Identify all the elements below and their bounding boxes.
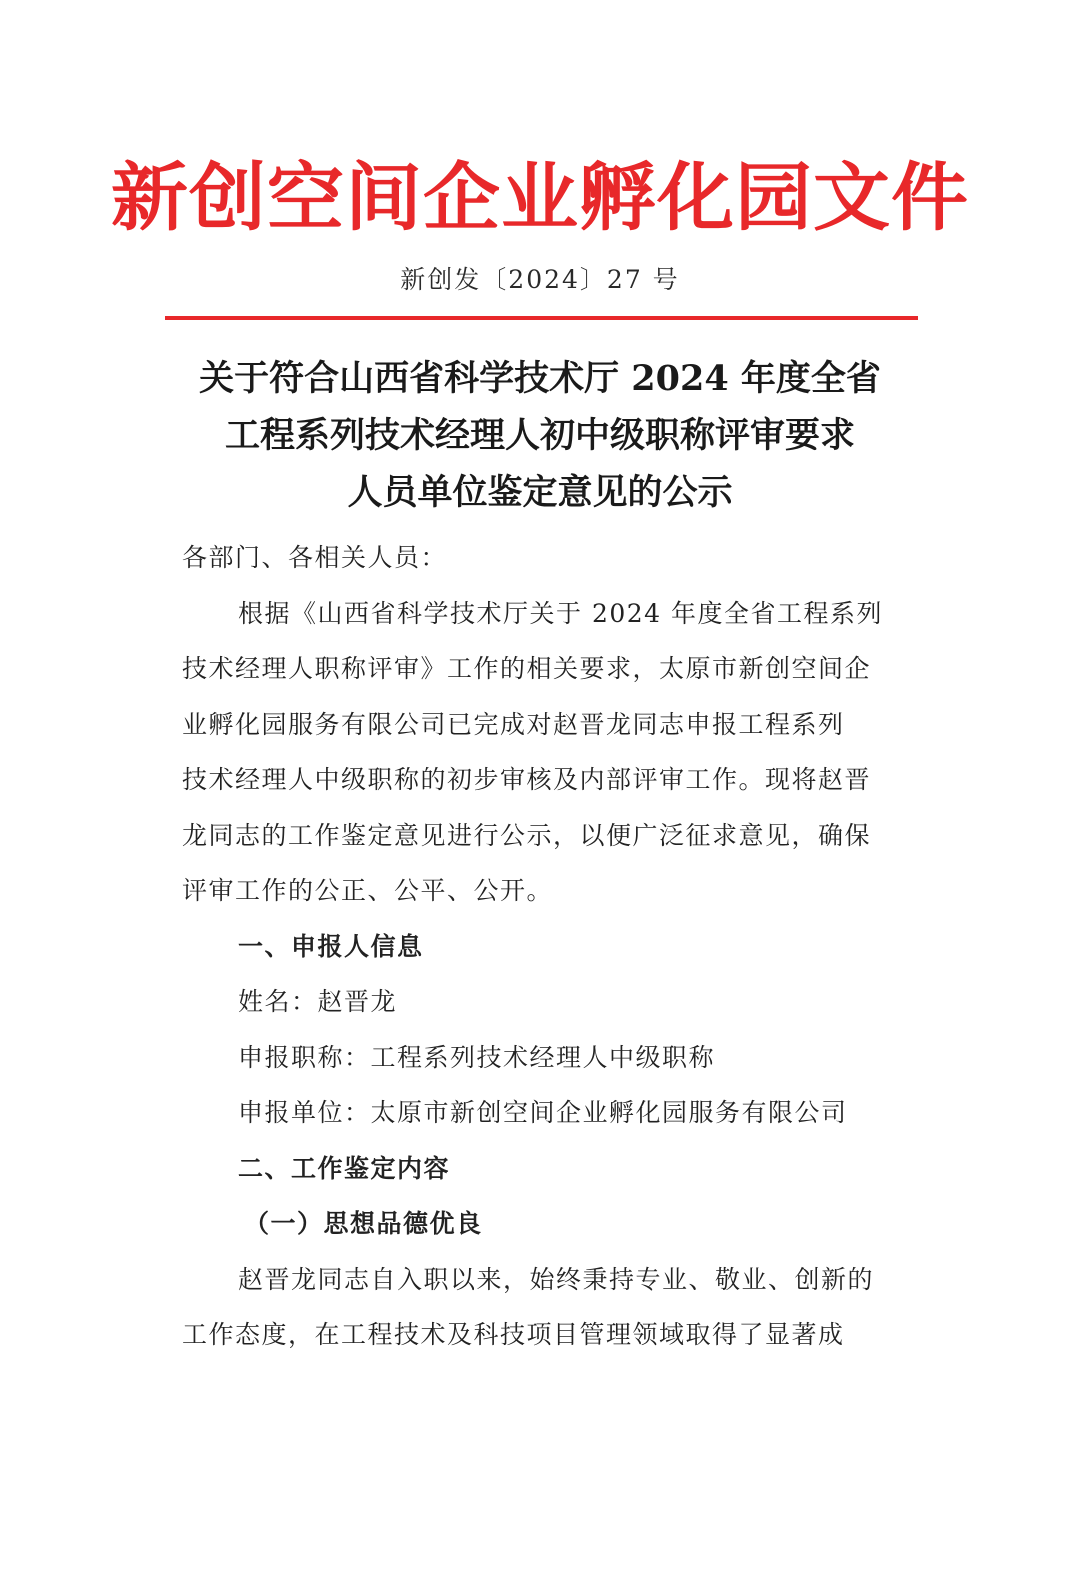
intro-line: 技术经理人职称评审》工作的相关要求，太原市新创空间企 <box>182 654 872 683</box>
section-heading-evaluation: 二、工作鉴定内容 <box>238 1153 451 1183</box>
evaluation-paragraph <box>182 1252 912 1363</box>
applicant-unit: 申报单位：太原市新创空间企业孵化园服务有限公司 <box>238 1098 848 1127</box>
title-line-2: 工程系列技术经理人初中级职称评审要求 <box>224 415 855 456</box>
intro-line: 根据《山西省科学技术厅关于 2024 年度全省工程系列 <box>238 598 884 628</box>
masthead-title: 新创空间企业孵化园文件 <box>111 155 970 241</box>
intro-line: 龙同志的工作鉴定意见进行公示，以便广泛征求意见，确保 <box>182 820 872 850</box>
applicant-title: 申报职称：工程系列技术经理人中级职称 <box>238 1042 716 1072</box>
evaluation-line: 工作态度，在工程技术及科技项目管理领域取得了显著成 <box>182 1320 845 1349</box>
intro-line: 技术经理人中级职称的初步审核及内部评审工作。现将赵晋 <box>182 765 872 794</box>
subsection-heading-character: （一）思想品德优良 <box>244 1209 483 1238</box>
document-body <box>182 530 912 1363</box>
salutation: 各部门、各相关人员： <box>182 543 448 572</box>
evaluation-line: 赵晋龙同志自入职以来，始终秉持专业、敬业、创新的 <box>238 1264 875 1294</box>
document-title <box>140 350 940 521</box>
intro-paragraph <box>182 586 912 919</box>
applicant-name: 姓名：赵晋龙 <box>238 987 398 1016</box>
title-line-1: 关于符合山西省科学技术厅 2024 年度全省 <box>199 358 881 399</box>
document-number: 新创发〔2024〕27 号 <box>400 265 680 294</box>
intro-line: 业孵化园服务有限公司已完成对赵晋龙同志申报工程系列 <box>182 709 845 739</box>
red-divider-line <box>165 316 918 320</box>
intro-line: 评审工作的公正、公平、公开。 <box>182 876 554 905</box>
title-line-3: 人员单位鉴定意见的公示 <box>347 472 733 513</box>
section-heading-applicant-info: 一、申报人信息 <box>238 931 424 961</box>
